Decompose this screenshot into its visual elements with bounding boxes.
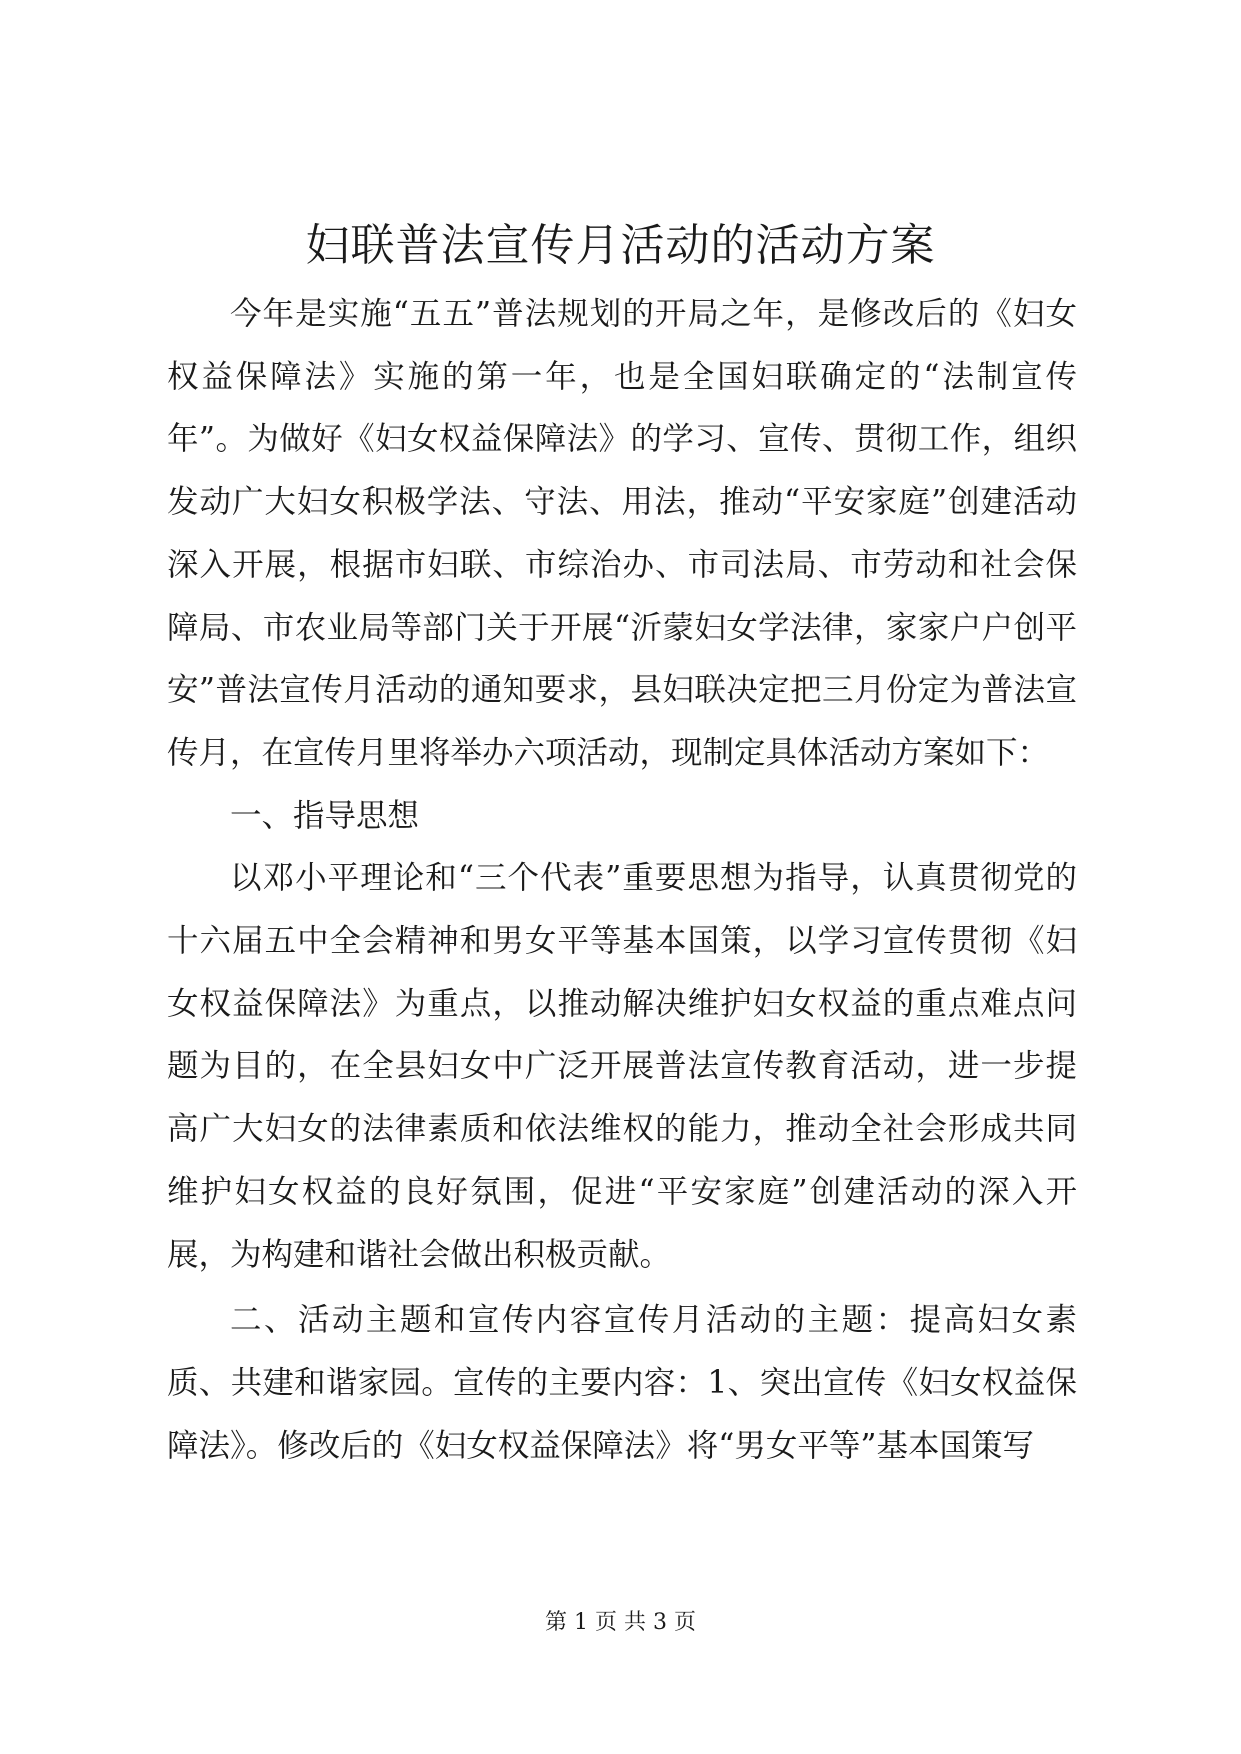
- document-body: [167, 283, 1077, 1477]
- paragraph-guiding-thought: 以邓小平理论和“三个代表”重要思想为指导，认真贯彻党的十六届五中全会精神和男女平等基本国策，以学习宣传贯彻《妇女权益保障法》为重点，以推动解决维护妇女权益的重点难点问题为目的，在全县妇女中广泛开展普法宣传教育活动，进一步提高广大妇女的法律素质和依法维权的能力，推动全社会形成共同维护妇女权益的良好氛围，促进“平安家庭”创建活动的深入开展，为构建和谐社会做出积极贡献。: [167, 860, 1077, 1273]
- paragraph-theme-content: 二、活动主题和宣传内容宣传月活动的主题：提高妇女素质、共建和谐家园。宣传的主要内容：1、突出宣传《妇女权益保障法》。修改后的《妇女权益保障法》将“男女平等”基本国策写: [167, 1302, 1077, 1464]
- section-heading-guiding-thought: 一、指导思想: [230, 797, 420, 834]
- document-title: 妇联普法宣传月活动的活动方案: [305, 220, 936, 271]
- page-number-footer: 第 1 页 共 3 页: [545, 1610, 696, 1635]
- paragraph-intro: 今年是实施“五五”普法规划的开局之年，是修改后的《妇女权益保障法》实施的第一年，也是全国妇联确定的“法制宣传年”。为做好《妇女权益保障法》的学习、宣传、贯彻工作，组织发动广大妇女积极学法、守法、用法，推动“平安家庭”创建活动深入开展，根据市妇联、市综治办、市司法局、市劳动和社会保障局、市农业局等部门关于开展“沂蒙妇女学法律，家家户户创平安”普法宣传月活动的通知要求，县妇联决定把三月份定为普法宣传月，在宣传月里将举办六项活动，现制定具体活动方案如下：: [167, 296, 1077, 771]
